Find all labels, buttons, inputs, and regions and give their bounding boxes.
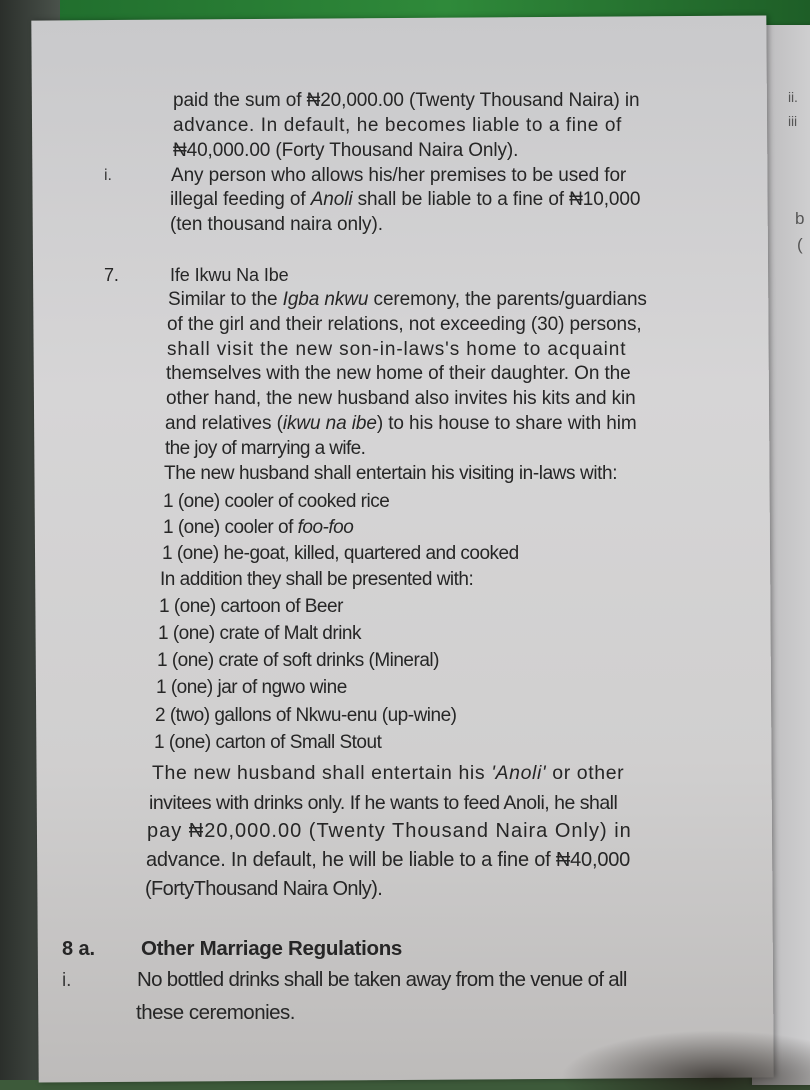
next-page-mark: iii [788, 113, 798, 129]
text-line: The new husband shall entertain his 'Anoli' or other [152, 762, 625, 784]
text-line: pay ₦20,000.00 (Twenty Thousand Naira Only) in [147, 820, 632, 842]
text-line: advance. In default, he will be liable to a fine of ₦40,000 [146, 849, 631, 871]
list-item: 1 (one) cartoon of Beer [159, 596, 343, 617]
section-number: 7. [104, 265, 119, 285]
list-item: 1 (one) cooler of cooked rice [163, 491, 390, 512]
text-line: (FortyThousand Naira Only). [145, 878, 383, 900]
list-item: 1 (one) he-goat, killed, quartered and cooked [162, 543, 519, 564]
next-page-mark: ( [797, 235, 803, 254]
section-heading: Other Marriage Regulations [141, 937, 403, 960]
section-number: 8 a. [62, 938, 95, 960]
text-line: other hand, the new husband also invites his kits and kin [166, 388, 636, 409]
text-line: of the girl and their relations, not exceeding (30) persons, [167, 314, 642, 335]
text-line: invitees with drinks only. If he wants to feed Anoli, he shall [149, 792, 618, 814]
text-line: advance. In default, he becomes liable to a fine of [173, 115, 622, 136]
text-line: Any person who allows his/her premises to be used for [171, 165, 627, 186]
list-item: 1 (one) crate of soft drinks (Mineral) [157, 650, 439, 671]
list-item: 1 (one) cooler of foo-foo [163, 517, 354, 538]
next-page-mark: ii. [788, 89, 798, 105]
text-line: (ten thousand naira only). [170, 214, 383, 235]
text-line: illegal feeding of Anoli shall be liable to a fine of ₦10,000 [170, 189, 641, 210]
text-line: ₦40,000.00 (Forty Thousand Naira Only). [173, 140, 519, 161]
text-line: shall visit the new son-in-laws's home to acquaint [167, 339, 627, 360]
text-line: these ceremonies. [136, 1001, 296, 1024]
list-item: 2 (two) gallons of Nkwu-enu (up-wine) [155, 705, 457, 726]
text-line: the joy of marrying a wife. [165, 438, 366, 459]
list-item: 1 (one) jar of ngwo wine [156, 677, 347, 698]
text-line: The new husband shall entertain his visiting in-laws with: [164, 463, 618, 484]
text-line: and relatives (ikwu na ibe) to his house to share with him [165, 413, 637, 434]
list-item: 1 (one) crate of Malt drink [158, 623, 361, 644]
text-line: In addition they shall be presented with: [160, 569, 474, 590]
section-heading: Ife Ikwu Na Ibe [170, 265, 289, 285]
finger-shadow [560, 1030, 810, 1090]
text-line: Similar to the Igba nkwu ceremony, the parents/guardians [168, 289, 647, 310]
text-line: paid the sum of ₦20,000.00 (Twenty Thousand Naira) in [173, 90, 640, 111]
text-line: No bottled drinks shall be taken away from the venue of all [137, 968, 627, 991]
list-marker: i. [62, 970, 72, 991]
text-line: themselves with the new home of their daughter. On the [166, 363, 631, 384]
list-item: 1 (one) carton of Small Stout [154, 732, 382, 753]
next-page-mark: b [795, 209, 805, 228]
list-marker: i. [104, 167, 112, 184]
